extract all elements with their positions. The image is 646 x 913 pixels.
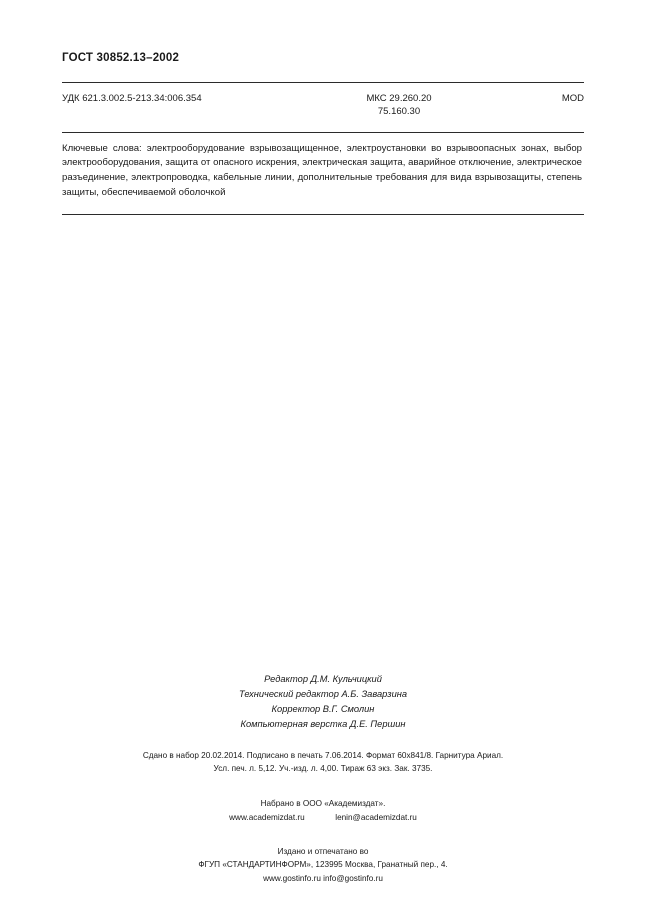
- keywords-paragraph: Ключевые слова: электрооборудование взрывозащищенное, электроустановки во взрывоопасных зонах, выбор электрооборудования, защита от опасного искрения, электрическая защита, аварийное отключение, электрическое разъединение, электропроводка, кабельные линии, дополнительные требования для вида взрывозащиты, степень защиты, обеспечиваемой оболочкой: [62, 142, 582, 199]
- typesetter-imprint: [62, 797, 584, 824]
- publisher-imprint: [62, 845, 584, 886]
- credit-technical-editor: [62, 687, 584, 702]
- standard-number: ГОСТ 30852.13–2002: [62, 52, 180, 64]
- credit-editor: [62, 672, 584, 687]
- udk-code: УДК 621.3.002.5-213.34:006.354: [62, 93, 202, 104]
- typesetter-contacts: [62, 811, 584, 825]
- print-info-line-2: Усл. печ. л. 5,12. Уч.-изд. л. 4,00. Тираж 63 экз. Зак. 3735.: [213, 764, 433, 774]
- print-info: [62, 749, 584, 775]
- mod-designation: MOD: [561, 93, 584, 104]
- publisher-email-link[interactable]: info@gostinfo.ru: [323, 873, 383, 883]
- publisher-line-2: ФГУП «СТАНДАРТИНФОРМ», 123995 Москва, Гранатный пер., 4.: [198, 860, 448, 870]
- mks-code: [294, 93, 504, 119]
- typesetter-website-link[interactable]: www.academizdat.ru: [229, 812, 305, 822]
- publisher-contacts: [62, 872, 584, 886]
- typesetter-name: Набрано в ООО «Академиздат».: [260, 799, 386, 809]
- credits-list: [62, 672, 584, 732]
- credit-technical-editor-text: Технический редактор А.Б. Заварзина: [238, 689, 408, 700]
- page-top-block: [62, 0, 584, 215]
- credit-layout: [62, 717, 584, 732]
- mks-code-line-1: МКС 29.260.20: [366, 93, 432, 104]
- credit-editor-text: Редактор Д.М. Кульчицкий: [264, 674, 382, 684]
- credit-corrector: [62, 702, 584, 717]
- credit-corrector-text: Корректор В.Г. Смолин: [271, 704, 375, 715]
- typesetter-email-link[interactable]: lenin@academizdat.ru: [335, 812, 417, 822]
- publisher-line-1: Издано и отпечатано во: [277, 846, 369, 856]
- publisher-website-link[interactable]: www.gostinfo.ru: [263, 873, 321, 883]
- classification-codes-row: [62, 83, 584, 121]
- mks-code-line-2: 75.160.30: [377, 105, 421, 117]
- colophon-block: [62, 672, 584, 885]
- divider-bottom: [62, 214, 584, 215]
- print-info-line-1: Сдано в набор 20.02.2014. Подписано в печать 7.06.2014. Формат 60х841/8. Гарнитура Ариал.: [142, 751, 504, 761]
- credit-layout-text: Компьютерная верстка Д.Е. Першин: [240, 719, 406, 730]
